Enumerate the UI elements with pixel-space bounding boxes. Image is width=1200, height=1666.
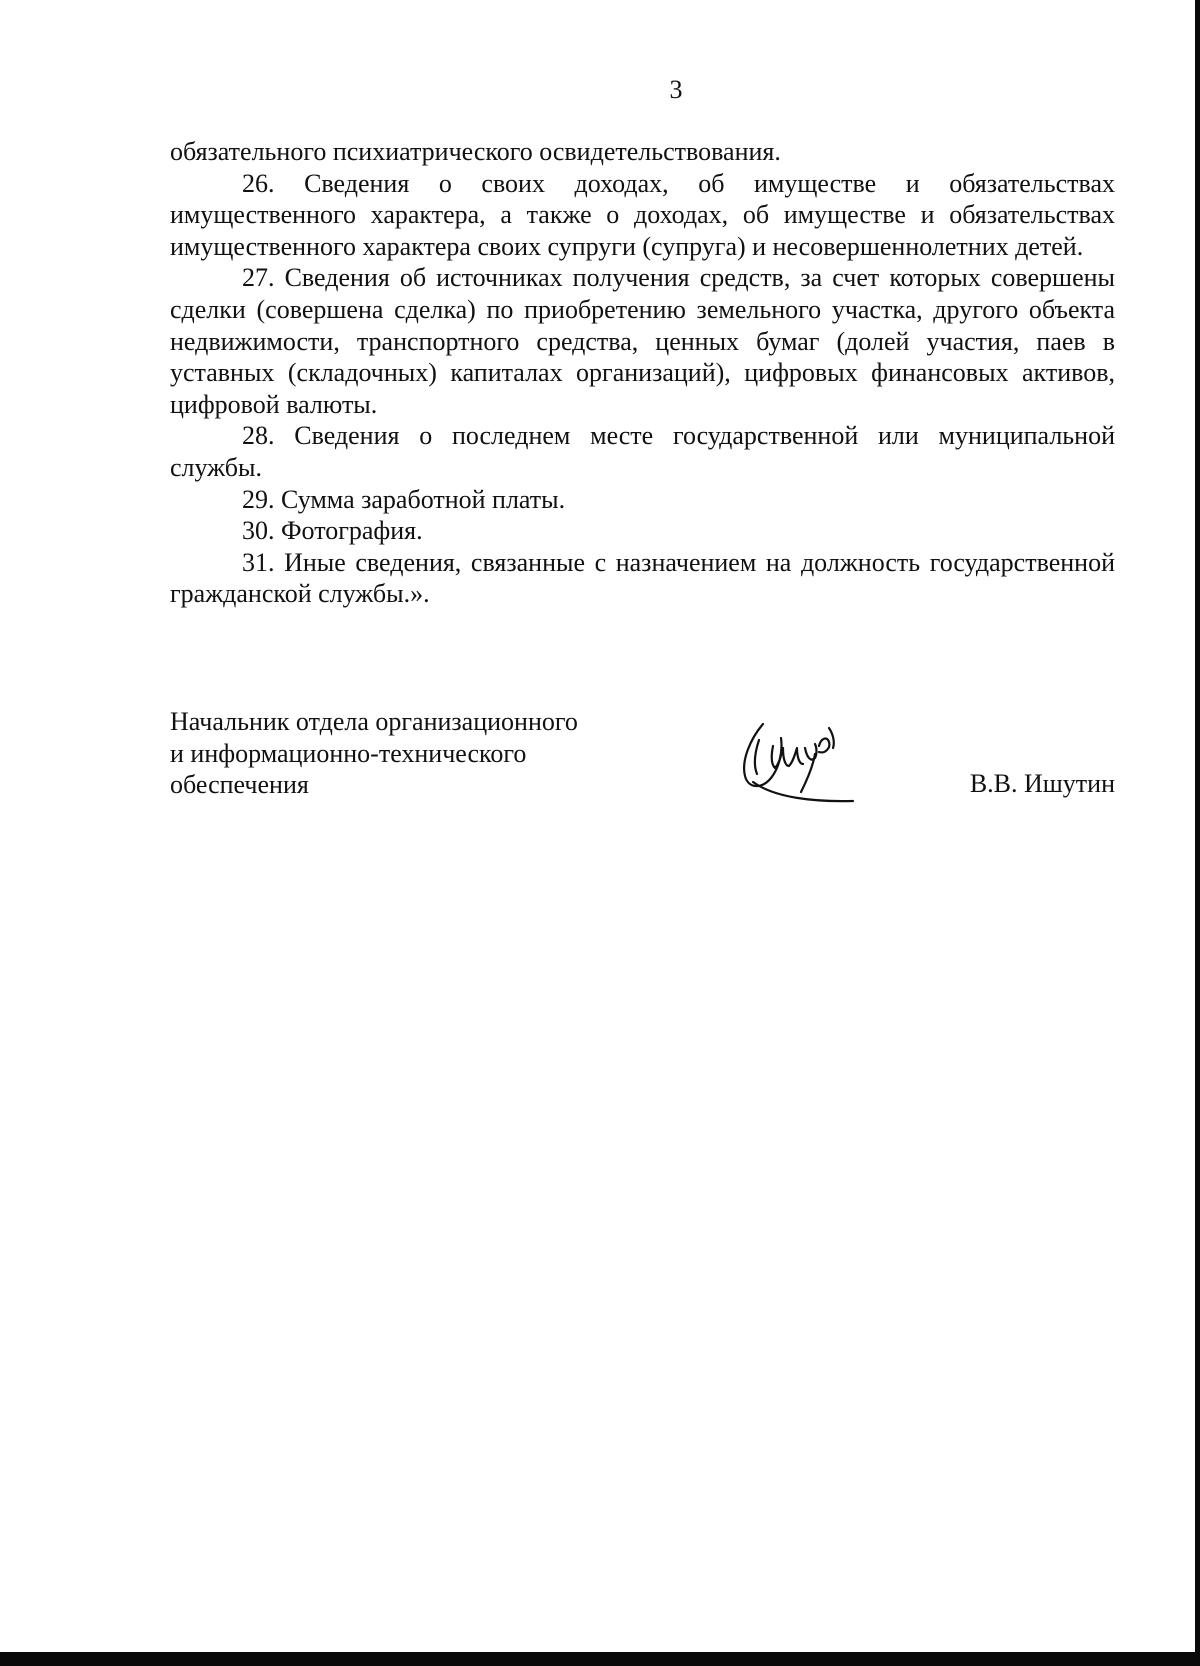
list-item-29: 29. Сумма заработной платы. — [242, 484, 566, 514]
scan-border-right — [1195, 0, 1200, 1652]
document-body — [170, 136, 1115, 610]
position-line-2: и информационно-технического — [170, 738, 527, 768]
list-item-30: 30. Фотография. — [242, 516, 423, 546]
continued-paragraph: обязательного психиатрического освидетельствования. — [170, 137, 781, 166]
scan-border-bottom — [0, 1652, 1200, 1666]
list-item-27: 27. Сведения об источниках получения средств, за счет которых совершены сделки (совершена сделка) по приобретению земельного участка, другого объекта недвижимости, транспортного средства, ценных бумаг (долей участия, паев в уставных (складочных) капиталах организаций), цифровых финансовых активов, цифровой валюты. — [170, 263, 1115, 419]
list-item-28: 28. Сведения о последнем месте государственной или муниципальной службы. — [170, 421, 1115, 482]
signatory-position — [170, 706, 640, 801]
list-item-31: 31. Иные сведения, связанные с назначением на должность государственной гражданской службы.». — [170, 547, 1115, 609]
signatory-name: В.В. Ишутин — [969, 769, 1115, 798]
position-line-1: Начальник отдела организационного — [170, 707, 578, 736]
list-item-26: 26. Сведения о своих доходах, об имуществе и обязательствах имущественного характера, а также о доходах, об имуществе и обязательствах имущественного характера своих супруги (супруга) и несовершеннолетних детей. — [170, 168, 1115, 261]
page-number: 3 — [669, 75, 683, 104]
handwritten-signature — [735, 718, 855, 808]
position-line-3: обеспечения — [170, 770, 309, 800]
